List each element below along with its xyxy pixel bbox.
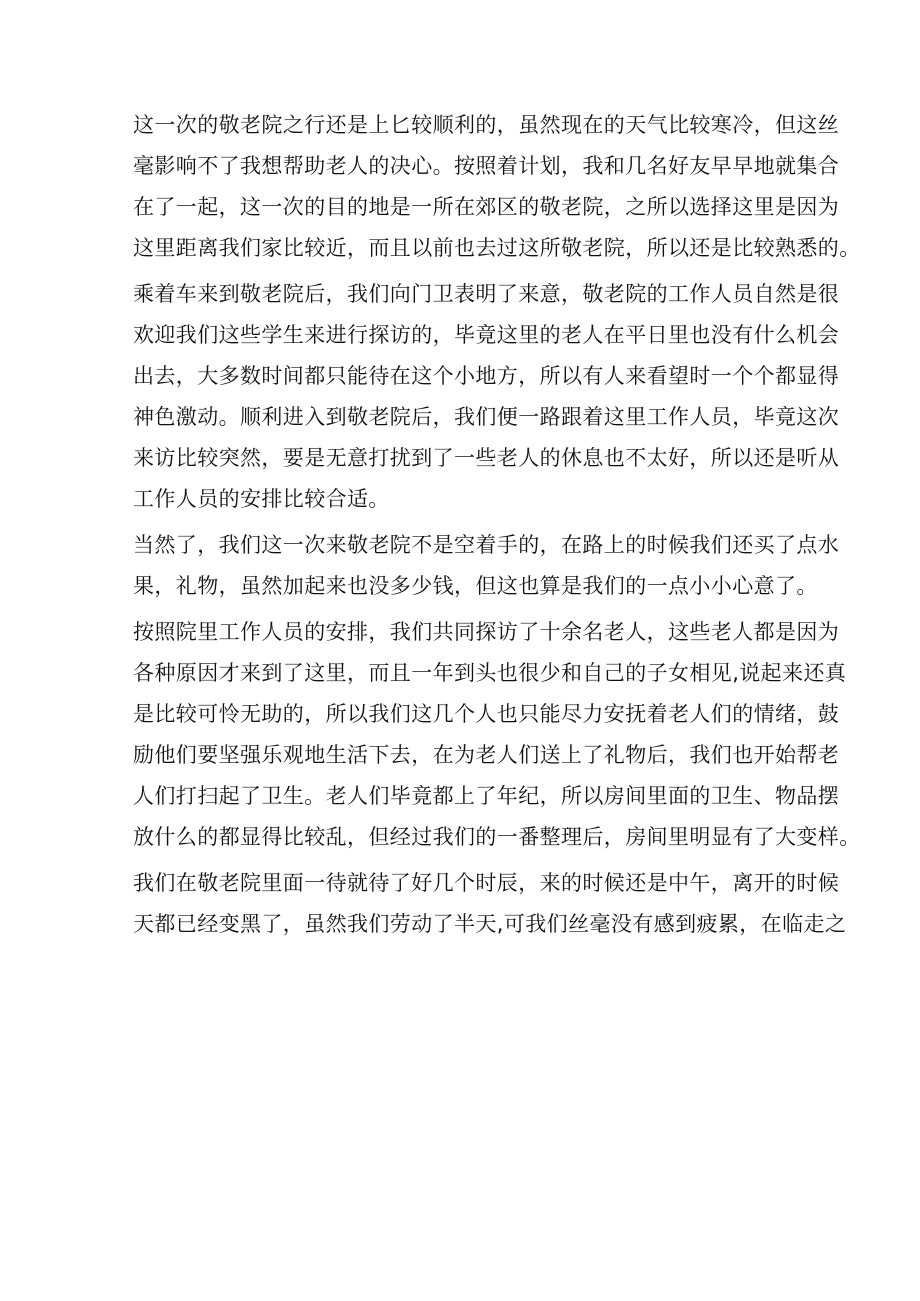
text-line: 各种原因才来到了这里，而且一年到头也很少和自己的子女相见,说起来还真 — [133, 661, 847, 685]
paragraph-1 — [133, 113, 861, 260]
text-line: 工作人员的安排比较合适。 — [133, 487, 390, 511]
text-line: 按照院里工作人员的安排，我们共同探访了十余名老人，这些老人都是因为 — [133, 620, 840, 644]
text-line: 人们打扫起了卫生。老人们毕竟都上了年纪，所以房间里面的卫生、物品摆 — [133, 784, 840, 808]
text-line: 毫影响不了我想帮助老人的决心。按照着计划，我和几名好友早早地就集合 — [133, 154, 840, 178]
paragraph-3 — [133, 533, 840, 598]
text-line: 乘着车来到敬老院后，我们向门卫表明了来意，敬老院的工作人员自然是很 — [133, 282, 840, 306]
text-line: 欢迎我们这些学生来进行探访的，毕竟这里的老人在平日里也没有什么机会 — [133, 323, 840, 347]
text-line: 这里距离我们家比较近，而且以前也去过这所敬老院，所以还是比较熟悉的。 — [133, 236, 861, 260]
paragraph-2 — [133, 282, 840, 511]
paragraph-4 — [133, 620, 861, 849]
text-line: 我们在敬老院里面一待就待了好几个时辰，来的时候还是中午，离开的时候 — [133, 871, 840, 895]
text-line: 励他们要坚强乐观地生活下去，在为老人们送上了礼物后，我们也开始帮老 — [133, 743, 840, 767]
text-line: 放什么的都显得比较乱，但经过我们的一番整理后，房间里明显有了大变样。 — [133, 825, 861, 849]
text-line: 当然了，我们这一次来敬老院不是空着手的，在路上的时候我们还买了点水 — [133, 533, 840, 557]
text-line: 来访比较突然，要是无意打扰到了一些老人的休息也不太好，所以还是听从 — [133, 446, 840, 470]
text-line: 这一次的敬老院之行还是上匕较顺利的，虽然现在的天气比较寒冷，但这丝 — [133, 113, 840, 137]
text-line: 神色激动。顺利进入到敬老院后，我们便一路跟着这里工作人员，毕竟这次 — [133, 405, 840, 429]
text-line: 是比较可怜无助的，所以我们这几个人也只能尽力安抚着老人们的情绪，鼓 — [133, 702, 840, 726]
text-line: 出去，大多数时间都只能待在这个小地方，所以有人来看望时一个个都显得 — [133, 364, 840, 388]
text-line: 天都已经变黑了，虽然我们劳动了半天,可我们丝毫没有感到疲累，在临走之 — [133, 912, 847, 936]
paragraph-5 — [133, 871, 847, 936]
text-line: 果，礼物，虽然加起来也没多少钱，但这也算是我们的一点小小心意了。 — [133, 574, 818, 598]
text-line: 在了一起，这一次的目的地是一所在郊区的敬老院，之所以选择这里是因为 — [133, 195, 840, 219]
